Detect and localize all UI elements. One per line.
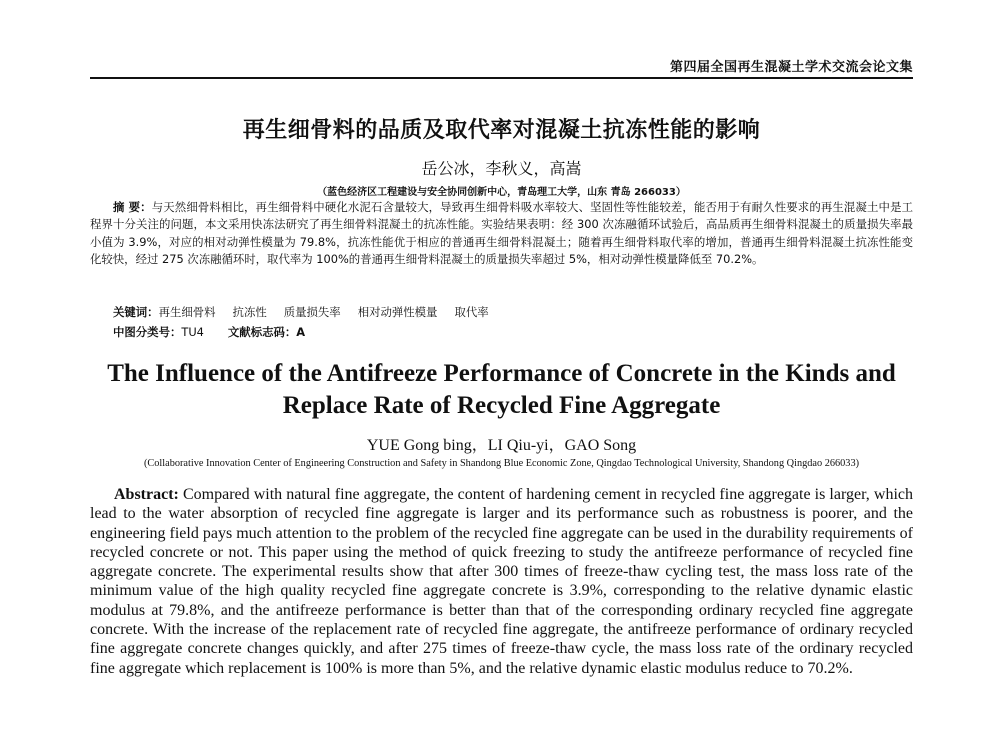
chinese-title: 再生细骨料的品质及取代率对混凝土抗冻性能的影响	[242, 118, 761, 143]
english-authors: YUE Gong bing，LI Qiu-yi，GAO Song	[366, 437, 637, 454]
keywords-label: 关键词：	[113, 305, 159, 319]
clc-label: 中图分类号：	[113, 325, 182, 339]
english-abstract-label: Abstract:	[114, 486, 179, 503]
chinese-affiliation: （蓝色经济区工程建设与安全协同创新中心，青岛理工大学，山东 青岛 266033）	[317, 187, 686, 198]
chinese-abstract-text: 与天然细骨料相比，再生细骨料中硬化水泥石含量较大，导致再生细骨料吸水率较大、坚固性等性能较差，能否用于有耐久性要求的再生混凝土中是工程界十分关注的问题，本文采用快冻法研究了再生细骨料混凝土的抗冻性能。实验结果表明：经 300 次冻融循环试验后，高品质再生细骨料混凝土的质量损失率最小值为 3.9%，对应的相对动弹性模量为 79.8%，抗冻性能优于相应的普通再生细骨料混凝土；随着再生细骨料取代率的增加，普通再生细骨料混凝土抗冻性能变化较快，经过 275 次冻融循环时，取代率为 100%的普通再生细骨料混凝土的质量损失率超过 5%，相对动弹性模量降低至 70.2%。	[90, 200, 913, 266]
chinese-keywords	[113, 304, 506, 320]
chinese-authors: 岳公冰，李秋义，高嵩	[421, 159, 582, 178]
english-abstract-text: Compared with natural fine aggregate, the content of hardening cement in recycled fine aggregate is larger, which lead to the water absorption of recycled fine aggregate is larger and its performance such as robustness is poorer, and the engineering field pays much attention to the problem of the recycled fine aggregate can be used in the durability requirements of recycled concrete or not. This paper using the method of quick freezing to study the antifreeze performance of recycled fine aggregate concrete. The experimental results show that after 300 times of freeze-thaw cycling test, the mass loss rate of the minimum value of the high quality recycled fine aggregate concrete is 3.9%, corresponding to the relative dynamic elastic modulus at 79.8%, and the antifreeze performance is better than that of the corresponding ordinary recycled fine aggregate concrete. With the increase of the replacement rate of recycled fine aggregate, the antifreeze performance of ordinary recycled fine aggregate concrete changes quickly, and after 275 times of freeze-thaw cycle, the mass loss rate of the ordinary recycled fine aggregate which replacement is 100% is more than 5%, and the relative dynamic elastic modulus reduce to 70.2%.	[90, 486, 913, 677]
keyword: 相对动弹性模量	[357, 305, 438, 319]
english-title: The Influence of the Antifreeze Performance of Concrete in the Kinds and Replace Rate of Recycled Fine Aggregate	[107, 360, 896, 419]
header-rule	[90, 77, 913, 79]
chinese-abstract	[90, 199, 913, 268]
english-affiliation: (Collaborative Innovation Center of Engineering Construction and Safety in Shandong Blue Economic Zone, Qingdao Technological University, Shandong Qingdao 266033)	[143, 458, 860, 469]
doc-code-value: A	[296, 325, 306, 339]
doc-code-label: 文献标志码：	[227, 325, 297, 339]
keyword: 抗冻性	[232, 305, 267, 319]
english-abstract	[90, 485, 913, 678]
keyword: 再生细骨料	[158, 305, 216, 319]
keyword: 质量损失率	[283, 305, 341, 319]
running-header: 第四届全国再生混凝土学术交流会论文集	[669, 60, 913, 75]
keyword: 取代率	[454, 305, 489, 319]
classification-line	[113, 324, 305, 340]
clc-value: TU4	[181, 325, 204, 339]
chinese-abstract-label: 摘 要：	[113, 200, 152, 214]
